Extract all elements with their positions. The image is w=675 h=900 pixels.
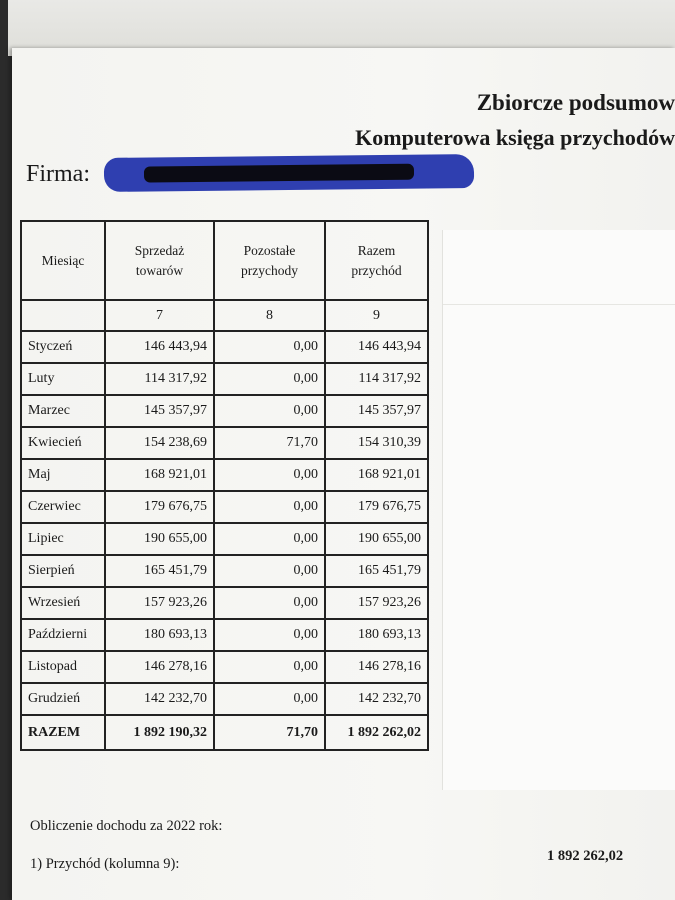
month-cell: Grudzień xyxy=(21,683,105,715)
sales-cell: 146 278,16 xyxy=(105,651,214,683)
total-income-cell: 114 317,92 xyxy=(325,363,428,395)
income-calculation-heading: Obliczenie dochodu za 2022 rok: xyxy=(30,818,223,834)
table-row xyxy=(21,523,428,555)
table-row xyxy=(21,331,428,363)
month-cell: Kwiecień xyxy=(21,427,105,459)
month-cell: Listopad xyxy=(21,651,105,683)
month-cell: Wrzesień xyxy=(21,587,105,619)
total-income-cell: 145 357,97 xyxy=(325,395,428,427)
column-number-cell: 8 xyxy=(214,300,325,331)
sales-cell: 190 655,00 xyxy=(105,523,214,555)
table-row xyxy=(21,651,428,683)
table-row xyxy=(21,395,428,427)
income-line-value: 1 892 262,02 xyxy=(547,848,624,864)
other-income-cell: 0,00 xyxy=(214,491,325,523)
month-cell: Maj xyxy=(21,459,105,491)
document-page xyxy=(12,48,675,900)
sales-cell: 142 232,70 xyxy=(105,683,214,715)
total-income-cell: 179 676,75 xyxy=(325,491,428,523)
other-income-cell: 0,00 xyxy=(214,459,325,491)
total-income-cell: 146 443,94 xyxy=(325,331,428,363)
total-sales: 1 892 190,32 xyxy=(105,715,214,750)
table-row xyxy=(21,491,428,523)
month-cell: Marzec xyxy=(21,395,105,427)
sales-cell: 146 443,94 xyxy=(105,331,214,363)
sales-cell: 154 238,69 xyxy=(105,427,214,459)
sales-cell: 179 676,75 xyxy=(105,491,214,523)
table-row xyxy=(21,619,428,651)
total-income-cell: 142 232,70 xyxy=(325,683,428,715)
table-header-row xyxy=(21,221,428,300)
month-cell: Styczeń xyxy=(21,331,105,363)
month-cell: Czerwiec xyxy=(21,491,105,523)
total-row xyxy=(21,715,428,750)
column-number-cell: 9 xyxy=(325,300,428,331)
income-summary-table xyxy=(20,220,429,751)
company-label: Firma: xyxy=(26,161,90,187)
faded-columns-area xyxy=(442,230,675,790)
table-row xyxy=(21,587,428,619)
column-number-row xyxy=(21,300,428,331)
total-income: 1 892 262,02 xyxy=(325,715,428,750)
other-income-cell: 0,00 xyxy=(214,363,325,395)
table-row xyxy=(21,427,428,459)
header-other-income: Pozostałe przychody xyxy=(214,221,325,300)
total-label: RAZEM xyxy=(21,715,105,750)
header-total-income: Razem przychód xyxy=(325,221,428,300)
document-title: Zbiorcze podsumow xyxy=(476,90,675,115)
other-income-cell: 0,00 xyxy=(214,683,325,715)
table-row xyxy=(21,363,428,395)
document-subtitle: Komputerowa księga przychodów xyxy=(355,125,675,150)
month-cell: Październi xyxy=(21,619,105,651)
sales-cell: 145 357,97 xyxy=(105,395,214,427)
other-income-cell: 0,00 xyxy=(214,523,325,555)
sales-cell: 168 921,01 xyxy=(105,459,214,491)
other-income-cell: 0,00 xyxy=(214,395,325,427)
company-name-redaction xyxy=(104,154,474,192)
income-line-label: 1) Przychód (kolumna 9): xyxy=(30,856,180,872)
month-cell: Sierpień xyxy=(21,555,105,587)
total-income-cell: 154 310,39 xyxy=(325,427,428,459)
other-income-cell: 0,00 xyxy=(214,331,325,363)
total-income-cell: 168 921,01 xyxy=(325,459,428,491)
sales-cell: 180 693,13 xyxy=(105,619,214,651)
month-cell: Lipiec xyxy=(21,523,105,555)
table-row xyxy=(21,683,428,715)
other-income-cell: 0,00 xyxy=(214,555,325,587)
column-number-cell: 7 xyxy=(105,300,214,331)
table-row xyxy=(21,555,428,587)
sales-cell: 165 451,79 xyxy=(105,555,214,587)
other-income-cell: 0,00 xyxy=(214,587,325,619)
other-income-cell: 0,00 xyxy=(214,651,325,683)
sales-cell: 157 923,26 xyxy=(105,587,214,619)
total-income-cell: 157 923,26 xyxy=(325,587,428,619)
table-row xyxy=(21,459,428,491)
sales-cell: 114 317,92 xyxy=(105,363,214,395)
total-income-cell: 180 693,13 xyxy=(325,619,428,651)
total-other-income: 71,70 xyxy=(214,715,325,750)
other-income-cell: 0,00 xyxy=(214,619,325,651)
other-income-cell: 71,70 xyxy=(214,427,325,459)
header-month: Miesiąc xyxy=(21,221,105,300)
header-sales: Sprzedaż towarów xyxy=(105,221,214,300)
total-income-cell: 165 451,79 xyxy=(325,555,428,587)
total-income-cell: 190 655,00 xyxy=(325,523,428,555)
month-cell: Luty xyxy=(21,363,105,395)
total-income-cell: 146 278,16 xyxy=(325,651,428,683)
column-number-cell xyxy=(21,300,105,331)
